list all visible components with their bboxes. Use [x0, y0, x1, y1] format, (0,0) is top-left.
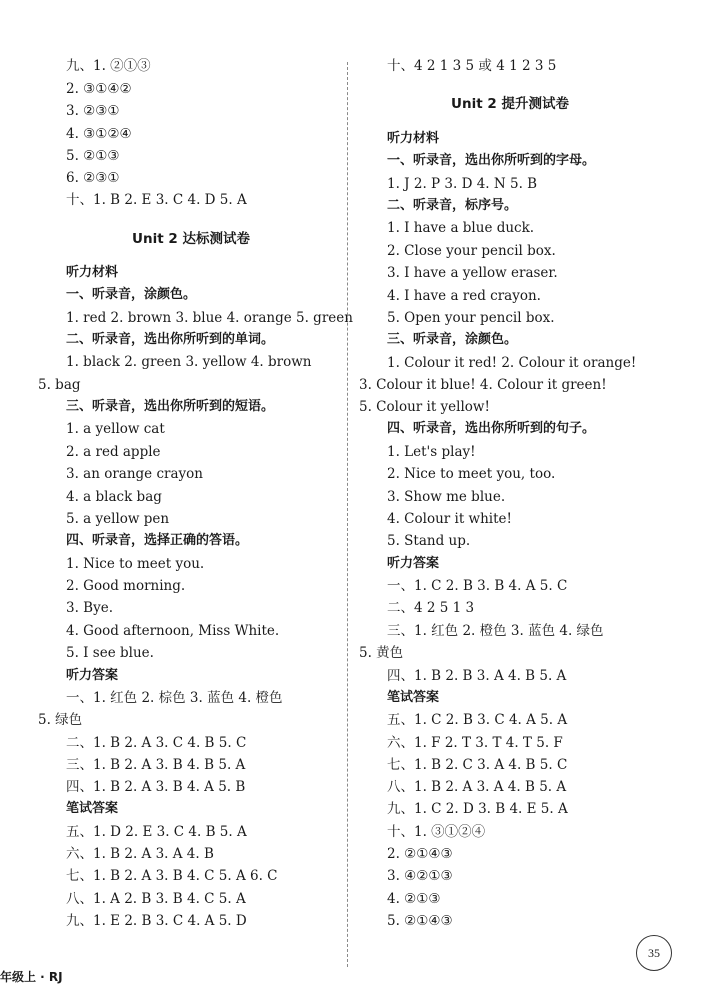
answer-line: 一、1. 红色 2. 棕色 3. 蓝色 4. 橙色 [66, 690, 283, 706]
answer-line: 2. Nice to meet you, too. [387, 466, 556, 482]
answer-line: 5. 黄色 [359, 645, 404, 661]
answer-line: 二、4 2 5 1 3 [387, 600, 475, 616]
answer-line: 1. Nice to meet you. [66, 556, 205, 572]
section-heading: 一、听录音，涂颜色。 [66, 287, 197, 302]
answer-line: 1. red 2. brown 3. blue 4. orange 5. green [66, 310, 353, 326]
answer-line: 3. Bye. [66, 600, 113, 616]
answer-line: 3. ②③① [66, 103, 120, 119]
answer-line: 4. ③①②④ [66, 126, 132, 142]
answer-line: 六、1. B 2. A 3. A 4. B [66, 846, 214, 862]
answer-line: 七、1. B 2. A 3. B 4. C 5. A 6. C [66, 868, 278, 884]
answer-line: 4. Good afternoon, Miss White. [66, 623, 280, 639]
answer-line: 1. Let's play! [387, 444, 476, 460]
answer-line: 1. J 2. P 3. D 4. N 5. B [387, 176, 538, 192]
section-heading: 一、听录音，选出你所听到的字母。 [387, 153, 596, 168]
section-heading: 三、听录音，选出你所听到的短语。 [66, 399, 275, 414]
answer-line: 5. Open your pencil box. [387, 310, 555, 326]
answer-line: 1. a yellow cat [66, 421, 165, 437]
answer-line: 2. ③①④② [66, 81, 132, 97]
answer-line: 一、1. C 2. B 3. B 4. A 5. C [387, 578, 568, 594]
answer-line: 九、1. ②①③ [66, 58, 151, 74]
section-heading: 三、听录音，涂颜色。 [387, 332, 518, 347]
answer-line: 5. bag [38, 377, 81, 393]
section-title: Unit 2 达标测试卷 [132, 231, 250, 247]
answer-line: 2. Good morning. [66, 578, 186, 594]
answer-line: 4. I have a red crayon. [387, 288, 541, 304]
answer-line: 3. an orange crayon [66, 466, 203, 482]
answer-line: 四、1. B 2. A 3. B 4. A 5. B [66, 779, 246, 795]
answer-line: 三、1. 红色 2. 橙色 3. 蓝色 4. 绿色 [387, 623, 604, 639]
answer-line: 6. ②③① [66, 170, 120, 186]
section-heading: 笔试答案 [66, 801, 119, 816]
answer-line: 八、1. A 2. B 3. B 4. C 5. A [66, 891, 246, 907]
section-heading: 二、听录音，选出你所听到的单词。 [66, 332, 275, 347]
answer-line: 七、1. B 2. C 3. A 4. B 5. C [387, 757, 568, 773]
answer-line: 2. ②①④③ [387, 846, 453, 862]
answer-line: 十、1. B 2. E 3. C 4. D 5. A [66, 192, 247, 208]
section-heading: 听力材料 [387, 131, 440, 146]
answer-line: 5. Stand up. [387, 533, 471, 549]
answer-line: 3. Colour it blue! 4. Colour it green! [359, 377, 607, 393]
section-heading: 四、听录音，选择正确的答语。 [66, 533, 249, 548]
answer-line: 5. I see blue. [66, 645, 154, 661]
answer-line: 二、1. B 2. A 3. C 4. B 5. C [66, 735, 247, 751]
answer-line: 5. a yellow pen [66, 511, 170, 527]
answer-line: 五、1. C 2. B 3. C 4. A 5. A [387, 712, 568, 728]
answer-line: 五、1. D 2. E 3. C 4. B 5. A [66, 824, 247, 840]
section-heading: 笔试答案 [387, 690, 440, 705]
answer-line: 三、1. B 2. A 3. B 4. B 5. A [66, 757, 246, 773]
answer-line: 5. Colour it yellow! [359, 399, 490, 415]
page-number: 35 [636, 935, 672, 971]
answer-line: 3. Show me blue. [387, 489, 506, 505]
section-heading: 二、听录音，标序号。 [387, 198, 518, 213]
answer-line: 4. a black bag [66, 489, 162, 505]
answer-line: 四、1. B 2. B 3. A 4. B 5. A [387, 668, 567, 684]
answer-line: 5. 绿色 [38, 712, 83, 728]
answer-line: 1. I have a blue duck. [387, 220, 535, 236]
answer-line: 1. black 2. green 3. yellow 4. brown [66, 354, 312, 370]
section-heading: 听力答案 [66, 668, 119, 683]
grade-label: 年级上 · RJ [0, 970, 63, 984]
answer-line: 八、1. B 2. A 3. A 4. B 5. A [387, 779, 567, 795]
answer-line: 4. ②①③ [387, 891, 441, 907]
section-heading: 四、听录音，选出你所听到的句子。 [387, 421, 596, 436]
answer-line: 2. a red apple [66, 444, 161, 460]
answer-line: 1. Colour it red! 2. Colour it orange! [387, 355, 637, 371]
section-title: Unit 2 提升测试卷 [451, 96, 569, 112]
section-heading: 听力材料 [66, 265, 119, 280]
answer-line: 九、1. E 2. B 3. C 4. A 5. D [66, 913, 247, 929]
answer-line: 3. ④②①③ [387, 868, 453, 884]
answer-line: 5. ②①③ [66, 148, 120, 164]
watermark-logo [548, 905, 726, 996]
answer-line: 4. Colour it white! [387, 511, 512, 527]
answer-line: 2. Close your pencil box. [387, 243, 556, 259]
answer-line: 十、4 2 1 3 5 或 4 1 2 3 5 [387, 58, 557, 74]
answer-line: 六、1. F 2. T 3. T 4. T 5. F [387, 735, 563, 751]
answer-line: 3. I have a yellow eraser. [387, 265, 558, 281]
column-divider [347, 62, 348, 967]
answer-line: 九、1. C 2. D 3. B 4. E 5. A [387, 801, 568, 817]
answer-line: 5. ②①④③ [387, 913, 453, 929]
answer-line: 十、1. ③①②④ [387, 824, 486, 840]
section-heading: 听力答案 [387, 556, 440, 571]
